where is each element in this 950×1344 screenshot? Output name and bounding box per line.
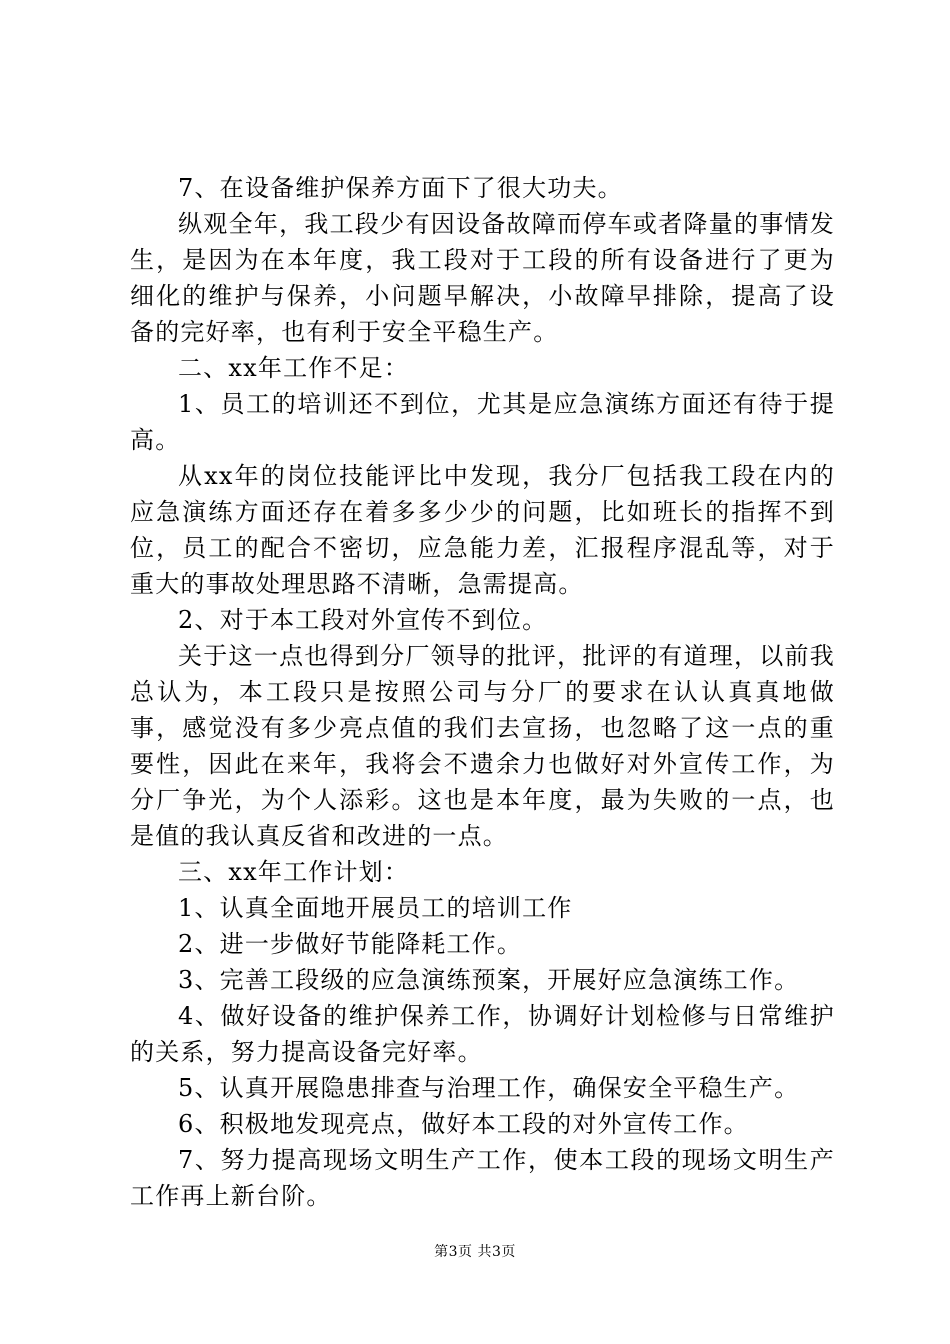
paragraph-2: 纵观全年，我工段少有因设备故障而停车或者降量的事情发生，是因为在本年度，我工段对于工段的所有设备进行了更为细化的维护与保养，小问题早解决，小故障早排除，提高了设备的完好率，也有利于安全平稳生产。 xyxy=(130,210,835,346)
section-heading-2: 二、xx年工作不足： xyxy=(178,354,410,382)
section-heading-3: 三、xx年工作计划： xyxy=(178,858,410,886)
document-body xyxy=(130,170,835,1214)
plan-item-3: 3、完善工段级的应急演练预案，开展好应急演练工作。 xyxy=(178,966,800,994)
plan-item-5: 5、认真开展隐患排查与治理工作，确保安全平稳生产。 xyxy=(178,1074,800,1102)
plan-item-6: 6、积极地发现亮点，做好本工段的对外宣传工作。 xyxy=(178,1110,749,1138)
page-number-footer: 第3页 共3页 xyxy=(434,1244,516,1260)
paragraph-1: 7、在设备维护保养方面下了很大功夫。 xyxy=(178,174,623,202)
paragraph-4: 1、员工的培训还不到位，尤其是应急演练方面还有待于提高。 xyxy=(130,390,835,454)
plan-item-7: 7、努力提高现场文明生产工作，使本工段的现场文明生产工作再上新台阶。 xyxy=(130,1146,835,1210)
paragraph-5: 从xx年的岗位技能评比中发现，我分厂包括我工段在内的应急演练方面还存在着多多少少的问题，比如班长的指挥不到位，员工的配合不密切，应急能力差，汇报程序混乱等，对于重大的事故处理思路不清晰，急需提高。 xyxy=(130,462,835,598)
plan-item-1: 1、认真全面地开展员工的培训工作 xyxy=(178,894,573,922)
paragraph-6: 2、对于本工段对外宣传不到位。 xyxy=(178,606,548,634)
plan-item-2: 2、进一步做好节能降耗工作。 xyxy=(178,930,523,958)
plan-item-4: 4、做好设备的维护保养工作，协调好计划检修与日常维护的关系，努力提高设备完好率。 xyxy=(130,1002,835,1066)
paragraph-7: 关于这一点也得到分厂领导的批评，批评的有道理，以前我总认为，本工段只是按照公司与分厂的要求在认认真真地做事，感觉没有多少亮点值的我们去宣扬，也忽略了这一点的重要性，因此在来年，我将会不遗余力也做好对外宣传工作，为分厂争光，为个人添彩。这也是本年度，最为失败的一点，也是值的我认真反省和改进的一点。 xyxy=(130,642,835,850)
